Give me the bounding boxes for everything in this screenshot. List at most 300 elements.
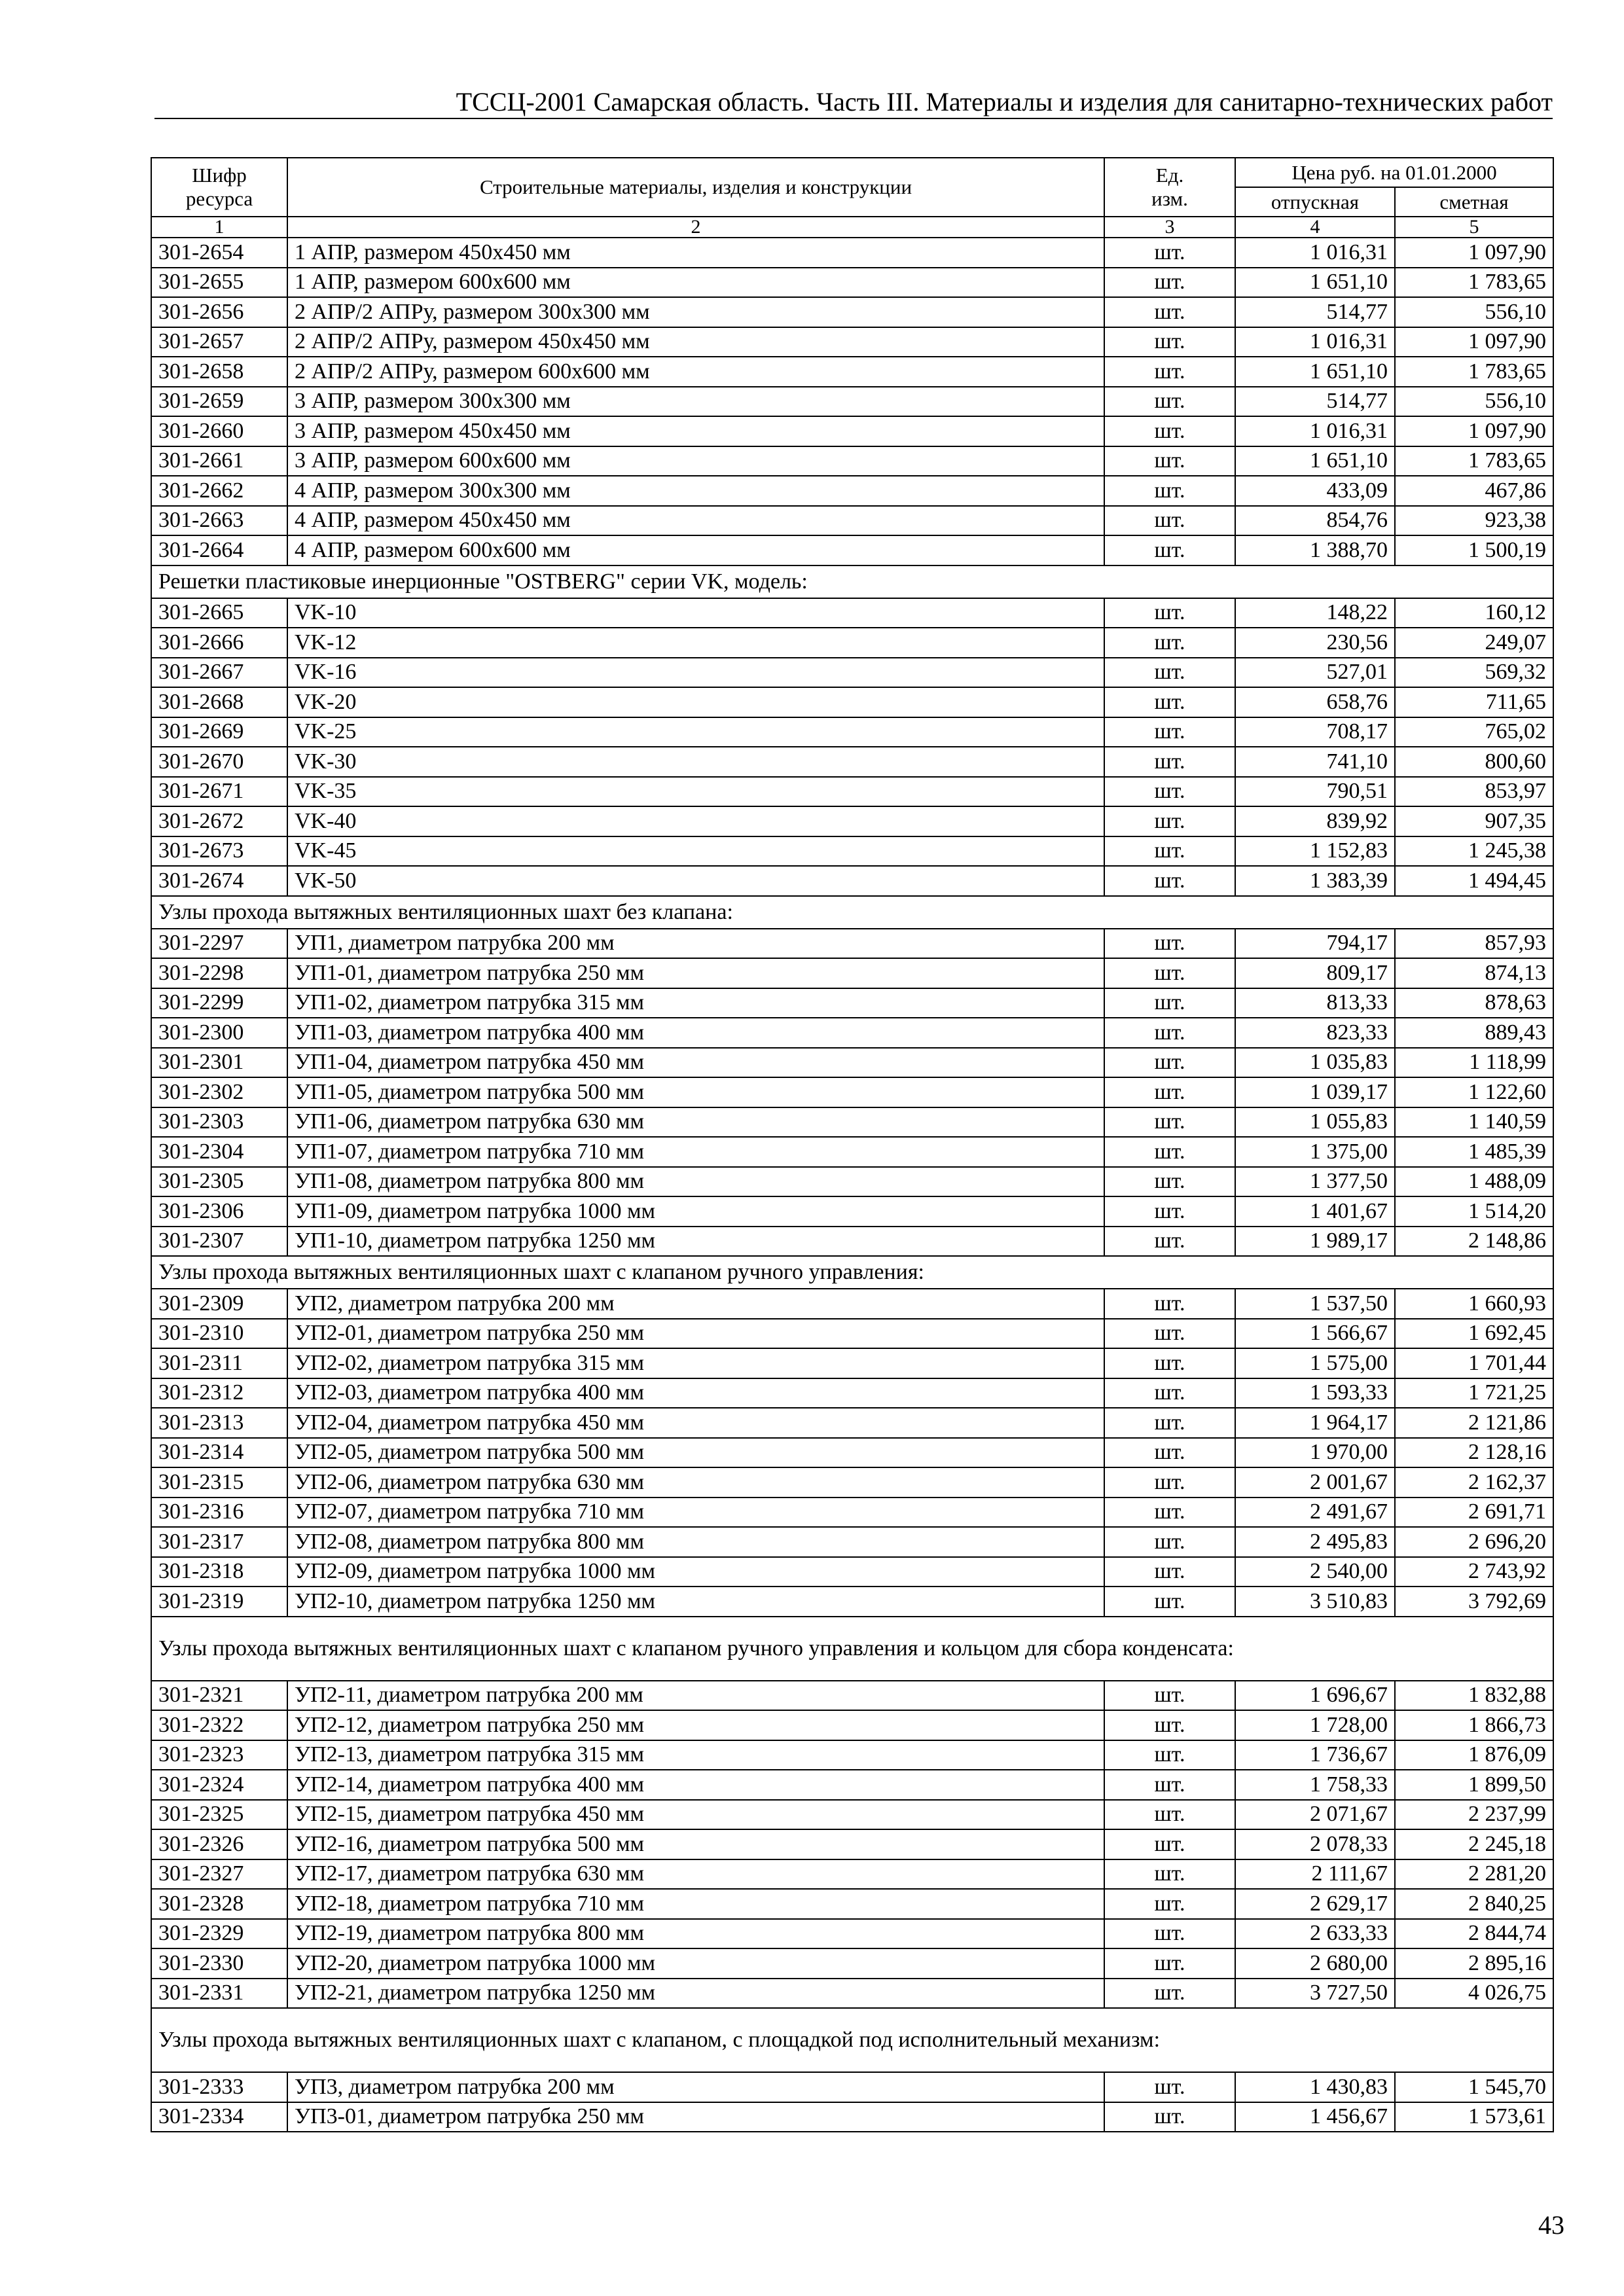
table-row <box>151 1319 1553 1349</box>
material-name: УП2-21, диаметром патрубка 1250 мм <box>287 1979 1104 2009</box>
table-row <box>151 1919 1553 1949</box>
price-release: 1 566,67 <box>1235 1319 1395 1349</box>
price-estimate: 1 122,60 <box>1395 1077 1553 1107</box>
head-col-num: 1 <box>151 217 287 238</box>
material-name: VK-12 <box>287 628 1104 658</box>
resource-code: 301-2297 <box>151 929 287 959</box>
price-release: 433,09 <box>1235 476 1395 506</box>
material-name: 3 АПР, размером 300х300 мм <box>287 387 1104 417</box>
resource-code: 301-2669 <box>151 717 287 747</box>
table-row <box>151 1137 1553 1167</box>
resource-code: 301-2327 <box>151 1859 287 1890</box>
unit-of-measure: шт. <box>1104 1527 1235 1557</box>
price-release: 708,17 <box>1235 717 1395 747</box>
section-row <box>151 1256 1553 1289</box>
table-row <box>151 1048 1553 1078</box>
unit-of-measure: шт. <box>1104 958 1235 988</box>
price-release: 1 736,67 <box>1235 1740 1395 1770</box>
unit-of-measure: шт. <box>1104 446 1235 476</box>
table-row <box>151 658 1553 688</box>
material-name: VK-10 <box>287 598 1104 628</box>
price-estimate: 4 026,75 <box>1395 1979 1553 2009</box>
unit-of-measure: шт. <box>1104 1979 1235 2009</box>
material-name: УП1-01, диаметром патрубка 250 мм <box>287 958 1104 988</box>
resource-code: 301-2316 <box>151 1498 287 1528</box>
material-name: VK-45 <box>287 836 1104 867</box>
table-row <box>151 866 1553 896</box>
price-release: 813,33 <box>1235 988 1395 1018</box>
price-release: 2 001,67 <box>1235 1467 1395 1498</box>
resource-code: 301-2661 <box>151 446 287 476</box>
resource-code: 301-2313 <box>151 1408 287 1438</box>
price-release: 2 680,00 <box>1235 1948 1395 1979</box>
price-estimate: 1 876,09 <box>1395 1740 1553 1770</box>
resource-code: 301-2321 <box>151 1681 287 1711</box>
price-estimate: 2 281,20 <box>1395 1859 1553 1890</box>
price-estimate: 2 743,92 <box>1395 1557 1553 1587</box>
resource-code: 301-2655 <box>151 268 287 298</box>
price-release: 794,17 <box>1235 929 1395 959</box>
material-name: УП3-01, диаметром патрубка 250 мм <box>287 2102 1104 2132</box>
table-row <box>151 747 1553 777</box>
table-row <box>151 1770 1553 1800</box>
table-row <box>151 1859 1553 1890</box>
price-estimate: 1 097,90 <box>1395 238 1553 268</box>
material-name: 1 АПР, размером 450х450 мм <box>287 238 1104 268</box>
price-release: 1 016,31 <box>1235 238 1395 268</box>
price-release: 839,92 <box>1235 806 1395 836</box>
table-row <box>151 1710 1553 1740</box>
table-row <box>151 446 1553 476</box>
material-name: УП2-14, диаметром патрубка 400 мм <box>287 1770 1104 1800</box>
price-estimate: 3 792,69 <box>1395 1587 1553 1617</box>
price-release: 1 651,10 <box>1235 357 1395 387</box>
unit-of-measure: шт. <box>1104 416 1235 446</box>
unit-of-measure: шт. <box>1104 1319 1235 1349</box>
unit-of-measure: шт. <box>1104 1227 1235 1257</box>
unit-of-measure: шт. <box>1104 1889 1235 1919</box>
table-row <box>151 1227 1553 1257</box>
unit-of-measure: шт. <box>1104 806 1235 836</box>
table-row <box>151 476 1553 506</box>
page-number: 43 <box>1538 2210 1564 2240</box>
price-release: 3 510,83 <box>1235 1587 1395 1617</box>
unit-of-measure: шт. <box>1104 1378 1235 1408</box>
price-estimate: 1 118,99 <box>1395 1048 1553 1078</box>
material-name: УП2-20, диаметром патрубка 1000 мм <box>287 1948 1104 1979</box>
material-name: УП2-03, диаметром патрубка 400 мм <box>287 1378 1104 1408</box>
price-estimate: 765,02 <box>1395 717 1553 747</box>
price-estimate: 1 783,65 <box>1395 357 1553 387</box>
price-release: 1 537,50 <box>1235 1289 1395 1319</box>
section-row <box>151 2008 1553 2072</box>
resource-code: 301-2664 <box>151 535 287 565</box>
unit-of-measure: шт. <box>1104 777 1235 807</box>
price-release: 1 964,17 <box>1235 1408 1395 1438</box>
resource-code: 301-2324 <box>151 1770 287 1800</box>
resource-code: 301-2319 <box>151 1587 287 1617</box>
unit-of-measure: шт. <box>1104 1710 1235 1740</box>
resource-code: 301-2330 <box>151 1948 287 1979</box>
resource-code: 301-2322 <box>151 1710 287 1740</box>
price-release: 790,51 <box>1235 777 1395 807</box>
price-release: 1 575,00 <box>1235 1348 1395 1378</box>
price-estimate: 1 692,45 <box>1395 1319 1553 1349</box>
price-estimate: 1 701,44 <box>1395 1348 1553 1378</box>
price-release: 2 633,33 <box>1235 1919 1395 1949</box>
resource-code: 301-2312 <box>151 1378 287 1408</box>
material-name: УП1-09, диаметром патрубка 1000 мм <box>287 1196 1104 1227</box>
price-estimate: 467,86 <box>1395 476 1553 506</box>
price-estimate: 1 245,38 <box>1395 836 1553 867</box>
unit-of-measure: шт. <box>1104 1557 1235 1587</box>
price-release: 1 375,00 <box>1235 1137 1395 1167</box>
resource-code: 301-2334 <box>151 2102 287 2132</box>
price-release: 1 039,17 <box>1235 1077 1395 1107</box>
price-release: 1 696,67 <box>1235 1681 1395 1711</box>
price-release: 658,76 <box>1235 687 1395 717</box>
price-estimate: 711,65 <box>1395 687 1553 717</box>
unit-of-measure: шт. <box>1104 1137 1235 1167</box>
price-release: 823,33 <box>1235 1018 1395 1048</box>
price-estimate: 2 128,16 <box>1395 1438 1553 1468</box>
resource-code: 301-2303 <box>151 1107 287 1138</box>
material-name: 2 АПР/2 АПРу, размером 600х600 мм <box>287 357 1104 387</box>
resource-code: 301-2667 <box>151 658 287 688</box>
material-name: 4 АПР, размером 450х450 мм <box>287 506 1104 536</box>
price-release: 1 989,17 <box>1235 1227 1395 1257</box>
unit-of-measure: шт. <box>1104 1498 1235 1528</box>
unit-of-measure: шт. <box>1104 1048 1235 1078</box>
material-name: VK-30 <box>287 747 1104 777</box>
resource-code: 301-2323 <box>151 1740 287 1770</box>
table-row <box>151 1107 1553 1138</box>
header-rule <box>154 118 1553 119</box>
price-release: 1 456,67 <box>1235 2102 1395 2132</box>
resource-code: 301-2674 <box>151 866 287 896</box>
unit-of-measure: шт. <box>1104 658 1235 688</box>
price-release: 1 383,39 <box>1235 866 1395 896</box>
material-name: УП1-04, диаметром патрубка 450 мм <box>287 1048 1104 1078</box>
price-estimate: 1 783,65 <box>1395 446 1553 476</box>
head-code: Шифр ресурса <box>151 158 287 217</box>
price-estimate: 889,43 <box>1395 1018 1553 1048</box>
price-release: 2 629,17 <box>1235 1889 1395 1919</box>
material-name: 4 АПР, размером 600х600 мм <box>287 535 1104 565</box>
price-estimate: 857,93 <box>1395 929 1553 959</box>
resource-code: 301-2665 <box>151 598 287 628</box>
head-name: Строительные материалы, изделия и конструкции <box>287 158 1104 217</box>
resource-code: 301-2673 <box>151 836 287 867</box>
price-estimate: 249,07 <box>1395 628 1553 658</box>
material-name: УП2-01, диаметром патрубка 250 мм <box>287 1319 1104 1349</box>
unit-of-measure: шт. <box>1104 2102 1235 2132</box>
material-name: УП1, диаметром патрубка 200 мм <box>287 929 1104 959</box>
unit-of-measure: шт. <box>1104 1740 1235 1770</box>
price-estimate: 2 121,86 <box>1395 1408 1553 1438</box>
resource-code: 301-2672 <box>151 806 287 836</box>
price-release: 2 540,00 <box>1235 1557 1395 1587</box>
table-row <box>151 1800 1553 1830</box>
price-estimate: 874,13 <box>1395 958 1553 988</box>
resource-code: 301-2660 <box>151 416 287 446</box>
price-estimate: 1 660,93 <box>1395 1289 1553 1319</box>
resource-code: 301-2333 <box>151 2072 287 2102</box>
table-row <box>151 1527 1553 1557</box>
unit-of-measure: шт. <box>1104 866 1235 896</box>
table-row <box>151 1348 1553 1378</box>
resource-code: 301-2305 <box>151 1167 287 1197</box>
price-release: 514,77 <box>1235 387 1395 417</box>
section-title: Узлы прохода вытяжных вентиляционных шахт с клапаном ручного управления: <box>151 1256 1553 1289</box>
resource-code: 301-2304 <box>151 1137 287 1167</box>
price-release: 854,76 <box>1235 506 1395 536</box>
price-release: 1 152,83 <box>1235 836 1395 867</box>
price-release: 230,56 <box>1235 628 1395 658</box>
material-name: VK-16 <box>287 658 1104 688</box>
table-row <box>151 1889 1553 1919</box>
table-row <box>151 357 1553 387</box>
price-release: 2 495,83 <box>1235 1527 1395 1557</box>
price-estimate: 2 245,18 <box>1395 1829 1553 1859</box>
unit-of-measure: шт. <box>1104 687 1235 717</box>
unit-of-measure: шт. <box>1104 1408 1235 1438</box>
unit-of-measure: шт. <box>1104 387 1235 417</box>
table-row <box>151 506 1553 536</box>
unit-of-measure: шт. <box>1104 268 1235 298</box>
material-name: УП2-13, диаметром патрубка 315 мм <box>287 1740 1104 1770</box>
price-estimate: 160,12 <box>1395 598 1553 628</box>
unit-of-measure: шт. <box>1104 598 1235 628</box>
resource-code: 301-2317 <box>151 1527 287 1557</box>
price-release: 1 728,00 <box>1235 1710 1395 1740</box>
price-release: 527,01 <box>1235 658 1395 688</box>
price-release: 1 758,33 <box>1235 1770 1395 1800</box>
head-price-estimate: сметная <box>1395 187 1553 217</box>
head-col-num: 3 <box>1104 217 1235 238</box>
material-name: УП2-11, диаметром патрубка 200 мм <box>287 1681 1104 1711</box>
resource-code: 301-2657 <box>151 327 287 357</box>
table-row <box>151 1167 1553 1197</box>
price-estimate: 1 488,09 <box>1395 1167 1553 1197</box>
price-estimate: 1 545,70 <box>1395 2072 1553 2102</box>
resource-code: 301-2659 <box>151 387 287 417</box>
price-release: 2 071,67 <box>1235 1800 1395 1830</box>
table-row <box>151 777 1553 807</box>
price-estimate: 878,63 <box>1395 988 1553 1018</box>
price-estimate: 1 721,25 <box>1395 1378 1553 1408</box>
resource-code: 301-2300 <box>151 1018 287 1048</box>
unit-of-measure: шт. <box>1104 1859 1235 1890</box>
head-price-group: Цена руб. на 01.01.2000 <box>1235 158 1553 187</box>
price-estimate: 2 691,71 <box>1395 1498 1553 1528</box>
material-name: УП1-07, диаметром патрубка 710 мм <box>287 1137 1104 1167</box>
material-name: VK-50 <box>287 866 1104 896</box>
unit-of-measure: шт. <box>1104 1018 1235 1048</box>
unit-of-measure: шт. <box>1104 747 1235 777</box>
material-name: 2 АПР/2 АПРу, размером 450х450 мм <box>287 327 1104 357</box>
price-release: 1 651,10 <box>1235 268 1395 298</box>
table-row <box>151 1196 1553 1227</box>
table-row <box>151 238 1553 268</box>
material-name: УП2-17, диаметром патрубка 630 мм <box>287 1859 1104 1890</box>
unit-of-measure: шт. <box>1104 988 1235 1018</box>
material-name: УП2-05, диаметром патрубка 500 мм <box>287 1438 1104 1468</box>
material-name: VK-25 <box>287 717 1104 747</box>
price-estimate: 1 783,65 <box>1395 268 1553 298</box>
unit-of-measure: шт. <box>1104 1681 1235 1711</box>
table-row <box>151 2072 1553 2102</box>
table-row <box>151 1681 1553 1711</box>
price-table <box>151 157 1554 2132</box>
material-name: УП1-06, диаметром патрубка 630 мм <box>287 1107 1104 1138</box>
resource-code: 301-2668 <box>151 687 287 717</box>
material-name: УП2-09, диаметром патрубка 1000 мм <box>287 1557 1104 1587</box>
table-row <box>151 628 1553 658</box>
material-name: УП2-18, диаметром патрубка 710 мм <box>287 1889 1104 1919</box>
unit-of-measure: шт. <box>1104 1587 1235 1617</box>
material-name: УП2-04, диаметром патрубка 450 мм <box>287 1408 1104 1438</box>
price-release: 1 430,83 <box>1235 2072 1395 2102</box>
price-release: 1 035,83 <box>1235 1048 1395 1078</box>
table-row <box>151 1557 1553 1587</box>
resource-code: 301-2658 <box>151 357 287 387</box>
table-row <box>151 268 1553 298</box>
table-row <box>151 1077 1553 1107</box>
price-release: 1 016,31 <box>1235 416 1395 446</box>
resource-code: 301-2302 <box>151 1077 287 1107</box>
material-name: УП3, диаметром патрубка 200 мм <box>287 2072 1104 2102</box>
price-release: 2 078,33 <box>1235 1829 1395 1859</box>
unit-of-measure: шт. <box>1104 1948 1235 1979</box>
resource-code: 301-2331 <box>151 1979 287 2009</box>
price-release: 1 651,10 <box>1235 446 1395 476</box>
price-estimate: 1 866,73 <box>1395 1710 1553 1740</box>
price-estimate: 1 097,90 <box>1395 327 1553 357</box>
resource-code: 301-2670 <box>151 747 287 777</box>
unit-of-measure: шт. <box>1104 2072 1235 2102</box>
table-row <box>151 1740 1553 1770</box>
resource-code: 301-2315 <box>151 1467 287 1498</box>
price-estimate: 2 696,20 <box>1395 1527 1553 1557</box>
price-release: 2 491,67 <box>1235 1498 1395 1528</box>
resource-code: 301-2299 <box>151 988 287 1018</box>
price-estimate: 1 832,88 <box>1395 1681 1553 1711</box>
price-estimate: 907,35 <box>1395 806 1553 836</box>
price-estimate: 556,10 <box>1395 387 1553 417</box>
table-row <box>151 1498 1553 1528</box>
price-estimate: 569,32 <box>1395 658 1553 688</box>
unit-of-measure: шт. <box>1104 1289 1235 1319</box>
unit-of-measure: шт. <box>1104 357 1235 387</box>
table-row <box>151 416 1553 446</box>
unit-of-measure: шт. <box>1104 535 1235 565</box>
unit-of-measure: шт. <box>1104 1348 1235 1378</box>
unit-of-measure: шт. <box>1104 506 1235 536</box>
price-estimate: 2 162,37 <box>1395 1467 1553 1498</box>
material-name: УП2-07, диаметром патрубка 710 мм <box>287 1498 1104 1528</box>
price-release: 1 970,00 <box>1235 1438 1395 1468</box>
price-estimate: 1 573,61 <box>1395 2102 1553 2132</box>
material-name: VK-35 <box>287 777 1104 807</box>
price-release: 1 388,70 <box>1235 535 1395 565</box>
resource-code: 301-2311 <box>151 1348 287 1378</box>
price-release: 1 401,67 <box>1235 1196 1395 1227</box>
resource-code: 301-2654 <box>151 238 287 268</box>
unit-of-measure: шт. <box>1104 1919 1235 1949</box>
material-name: УП2, диаметром патрубка 200 мм <box>287 1289 1104 1319</box>
resource-code: 301-2307 <box>151 1227 287 1257</box>
price-release: 1 055,83 <box>1235 1107 1395 1138</box>
price-estimate: 853,97 <box>1395 777 1553 807</box>
price-estimate: 1 899,50 <box>1395 1770 1553 1800</box>
material-name: УП1-10, диаметром патрубка 1250 мм <box>287 1227 1104 1257</box>
section-title: Решетки пластиковые инерционные "OSTBERG" серии VK, модель: <box>151 565 1553 598</box>
price-estimate: 2 844,74 <box>1395 1919 1553 1949</box>
unit-of-measure: шт. <box>1104 836 1235 867</box>
table-row <box>151 327 1553 357</box>
price-estimate: 2 840,25 <box>1395 1889 1553 1919</box>
material-name: УП1-02, диаметром патрубка 315 мм <box>287 988 1104 1018</box>
unit-of-measure: шт. <box>1104 1196 1235 1227</box>
material-name: УП2-08, диаметром патрубка 800 мм <box>287 1527 1104 1557</box>
table-row <box>151 1979 1553 2009</box>
material-name: УП2-12, диаметром патрубка 250 мм <box>287 1710 1104 1740</box>
price-estimate: 2 895,16 <box>1395 1948 1553 1979</box>
resource-code: 301-2314 <box>151 1438 287 1468</box>
price-estimate: 800,60 <box>1395 747 1553 777</box>
unit-of-measure: шт. <box>1104 1770 1235 1800</box>
price-estimate: 1 485,39 <box>1395 1137 1553 1167</box>
table-row <box>151 958 1553 988</box>
material-name: 2 АПР/2 АПРу, размером 300х300 мм <box>287 297 1104 327</box>
material-name: УП2-06, диаметром патрубка 630 мм <box>287 1467 1104 1498</box>
price-estimate: 923,38 <box>1395 506 1553 536</box>
table-row <box>151 1438 1553 1468</box>
material-name: УП2-02, диаметром патрубка 315 мм <box>287 1348 1104 1378</box>
price-estimate: 2 148,86 <box>1395 1227 1553 1257</box>
head-unit: Ед. изм. <box>1104 158 1235 217</box>
price-release: 148,22 <box>1235 598 1395 628</box>
price-release: 514,77 <box>1235 297 1395 327</box>
price-release: 809,17 <box>1235 958 1395 988</box>
table-row <box>151 387 1553 417</box>
head-col-num: 2 <box>287 217 1104 238</box>
resource-code: 301-2306 <box>151 1196 287 1227</box>
price-estimate: 1 500,19 <box>1395 535 1553 565</box>
table-row <box>151 1408 1553 1438</box>
resource-code: 301-2310 <box>151 1319 287 1349</box>
table-row <box>151 687 1553 717</box>
page-header-title: ТССЦ-2001 Самарская область. Часть III. Материалы и изделия для санитарно-технических работ <box>456 87 1553 117</box>
unit-of-measure: шт. <box>1104 1077 1235 1107</box>
price-estimate: 1 494,45 <box>1395 866 1553 896</box>
section-title: Узлы прохода вытяжных вентиляционных шахт с клапаном, с площадкой под исполнительный механизм: <box>151 2008 1553 2072</box>
price-release: 3 727,50 <box>1235 1979 1395 2009</box>
price-release: 1 377,50 <box>1235 1167 1395 1197</box>
head-col-num: 5 <box>1395 217 1553 238</box>
resource-code: 301-2671 <box>151 777 287 807</box>
resource-code: 301-2656 <box>151 297 287 327</box>
resource-code: 301-2326 <box>151 1829 287 1859</box>
unit-of-measure: шт. <box>1104 929 1235 959</box>
unit-of-measure: шт. <box>1104 628 1235 658</box>
price-estimate: 1 140,59 <box>1395 1107 1553 1138</box>
price-release: 1 016,31 <box>1235 327 1395 357</box>
table-row <box>151 929 1553 959</box>
table-row <box>151 1467 1553 1498</box>
section-row <box>151 896 1553 929</box>
